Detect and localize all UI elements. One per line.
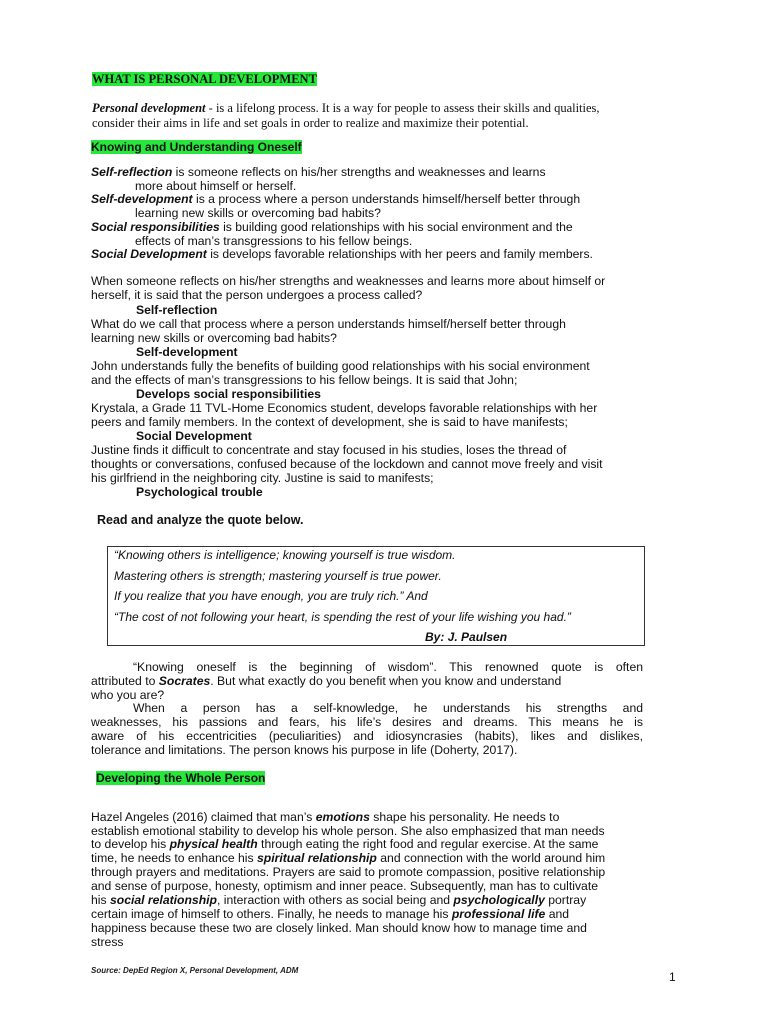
definition-text: is building good relationships with his social environment and the bbox=[219, 220, 573, 234]
para3-text: and connection with the world around him bbox=[376, 851, 606, 865]
section-heading-text: Developing the Whole Person bbox=[96, 771, 266, 785]
para3-emphasis: psychologically bbox=[453, 893, 545, 907]
definition-social-responsibilities bbox=[91, 220, 573, 234]
section-heading-knowing bbox=[91, 140, 302, 154]
page-title bbox=[92, 72, 317, 87]
para3-line-1 bbox=[91, 810, 559, 824]
para1-line-1: “Knowing oneself is the beginning of wisdom”. This renowned quote is often bbox=[133, 660, 643, 674]
para3-line-2: establish emotional stability to develop his whole person. She also emphasized that man needs bbox=[91, 824, 605, 838]
para3-text: certain image of himself to others. Finally, he needs to manage his bbox=[91, 907, 452, 921]
title-text: WHAT IS PERSONAL DEVELOPMENT bbox=[92, 72, 317, 86]
answer-3: Develops social responsibilities bbox=[136, 387, 321, 401]
para3-line-5: through prayers and meditations. Prayers are said to promote compassion, positive relationship bbox=[91, 865, 606, 879]
para3-line-3 bbox=[91, 837, 598, 851]
section-heading-whole-person bbox=[96, 771, 265, 785]
para3-text: portray bbox=[544, 893, 587, 907]
para3-line-4 bbox=[91, 851, 605, 865]
definition-term: Social Development bbox=[91, 247, 207, 261]
quote-line-3: If you realize that you have enough, you are truly rich.” And bbox=[114, 589, 428, 603]
definition-text: is someone reflects on his/her strengths and weaknesses and learns bbox=[172, 165, 546, 179]
para3-text: to develop his bbox=[91, 837, 170, 851]
para3-text: Hazel Angeles (2016) claimed that man’s bbox=[91, 810, 316, 824]
definition-continuation: more about himself or herself. bbox=[135, 179, 297, 193]
page-number: 1 bbox=[669, 970, 676, 984]
para2-line-4: tolerance and limitations. The person knows his purpose in life (Doherty, 2017). bbox=[91, 743, 518, 757]
definition-self-reflection bbox=[91, 165, 546, 179]
question-5-line-2: thoughts or conversations, confused because of the lockdown and cannot move freely and visit bbox=[91, 457, 603, 471]
definition-term: Social responsibilities bbox=[91, 220, 220, 234]
para3-line-9: happiness because these two are closely linked. Man should know how to manage time and bbox=[91, 921, 587, 935]
para1-text: attributed to bbox=[91, 674, 159, 688]
quote-line-2: Mastering others is strength; mastering yourself is true power. bbox=[114, 569, 442, 583]
para3-line-8 bbox=[91, 907, 569, 921]
para1-emphasis: Socrates bbox=[158, 674, 211, 688]
question-4-line-2: peers and family members. In the context of development, she is said to have manifests; bbox=[91, 415, 568, 429]
para3-line-6: and sense of purpose, honesty, optimism and inner peace. Subsequently, man has to cultivate bbox=[91, 879, 598, 893]
para3-text: shape his personality. He needs to bbox=[369, 810, 560, 824]
para3-line-10: stress bbox=[91, 935, 124, 949]
definition-term: Self-development bbox=[91, 192, 193, 206]
read-prompt: Read and analyze the quote below. bbox=[97, 513, 304, 527]
para3-emphasis: professional life bbox=[451, 907, 546, 921]
definition-social-development bbox=[91, 247, 593, 261]
question-2-line-1: What do we call that process where a person understands himself/herself better through bbox=[91, 317, 566, 331]
answer-1: Self-reflection bbox=[136, 303, 218, 317]
para3-text: , interaction with others as social being and bbox=[216, 893, 454, 907]
intro-term: Personal development bbox=[92, 101, 206, 115]
source-note: Source: DepEd Region X, Personal Development, ADM bbox=[91, 966, 299, 975]
para3-text: through eating the right food and regular exercise. At the same bbox=[257, 837, 599, 851]
para3-emphasis: emotions bbox=[315, 810, 370, 824]
question-4-line-1: Krystala, a Grade 11 TVL-Home Economics student, develops favorable relationships with her bbox=[91, 401, 598, 415]
answer-2: Self-development bbox=[136, 345, 238, 359]
para1-text: . But what exactly do you benefit when you know and understand bbox=[210, 674, 562, 688]
question-1-line-2: herself, it is said that the person undergoes a process called? bbox=[91, 288, 423, 302]
para3-emphasis: spiritual relationship bbox=[257, 851, 377, 865]
question-2-line-2: learning new skills or overcoming bad habits? bbox=[91, 331, 337, 345]
definition-text: is develops favorable relationships with her peers and family members. bbox=[206, 247, 593, 261]
question-3-line-2: and the effects of man’s transgressions to his fellow beings. It is said that John; bbox=[91, 373, 518, 387]
question-5-line-1: Justine finds it difficult to concentrate and stay focused in his studies, loses the thread of bbox=[91, 443, 567, 457]
para3-line-7 bbox=[91, 893, 586, 907]
para2-line-1: When a person has a self-knowledge, he understands his strengths and bbox=[133, 701, 643, 715]
definition-text: is a process where a person understands himself/herself better through bbox=[192, 192, 581, 206]
intro-line-2: consider their aims in life and set goals in order to realize and maximize their potential. bbox=[92, 116, 529, 130]
question-5-line-3: his girlfriend in the neighboring city. Justine is said to manifests; bbox=[91, 471, 434, 485]
quote-line-1: “Knowing others is intelligence; knowing yourself is true wisdom. bbox=[114, 548, 456, 562]
question-3-line-1: John understands fully the benefits of building good relationships with his social environment bbox=[91, 359, 590, 373]
para1-line-3: who you are? bbox=[91, 688, 165, 702]
para2-line-3: aware of his eccentricities (peculiarities) and idiosyncrasies (habits), likes and dislikes, bbox=[91, 729, 643, 743]
quote-line-4: “The cost of not following your heart, is spending the rest of your life wishing you had.” bbox=[114, 610, 571, 624]
definition-continuation: effects of man’s transgressions to his fellow beings. bbox=[135, 234, 413, 248]
para3-text: his bbox=[91, 893, 110, 907]
quote-author: By: J. Paulsen bbox=[425, 630, 508, 644]
section-heading-text: Knowing and Understanding Oneself bbox=[91, 140, 302, 154]
para1-line-2 bbox=[91, 674, 561, 688]
para3-emphasis: social relationship bbox=[109, 893, 217, 907]
para2-line-2: weaknesses, his passions and fears, his life’s desires and dreams. This means he is bbox=[91, 715, 643, 729]
definition-continuation: learning new skills or overcoming bad habits? bbox=[135, 206, 381, 220]
intro-line-1 bbox=[92, 101, 600, 116]
para3-text: and bbox=[545, 907, 570, 921]
intro-rest: - is a lifelong process. It is a way for people to assess their skills and qualities, bbox=[205, 101, 600, 115]
definition-self-development bbox=[91, 192, 580, 206]
answer-5: Psychological trouble bbox=[136, 485, 263, 499]
para3-text: time, he needs to enhance his bbox=[91, 851, 257, 865]
para3-emphasis: physical health bbox=[169, 837, 258, 851]
definition-term: Self-reflection bbox=[91, 165, 173, 179]
answer-4: Social Development bbox=[136, 429, 252, 443]
question-1-line-1: When someone reflects on his/her strengths and weaknesses and learns more about himself or bbox=[91, 274, 606, 288]
